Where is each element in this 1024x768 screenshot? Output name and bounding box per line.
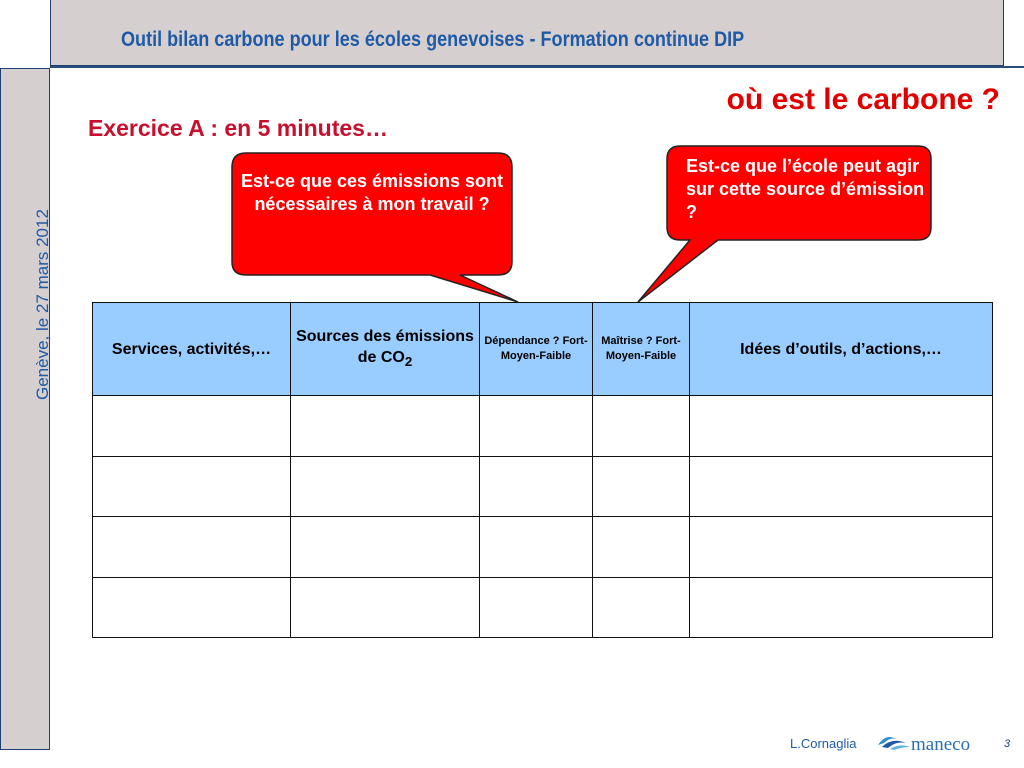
table-cell-dependance[interactable] (480, 456, 593, 517)
table-row (93, 577, 993, 638)
table-cell-maitrise[interactable] (593, 517, 690, 578)
footer-author: L.Cornaglia (790, 736, 857, 751)
header-maitrise: Maîtrise ? Fort-Moyen-Faible (593, 303, 690, 396)
emissions-table (92, 302, 993, 638)
table-cell-sources[interactable] (291, 396, 480, 457)
header-sources (291, 303, 480, 396)
exercise-title: Exercice A : en 5 minutes… (88, 115, 388, 141)
table-cell-idees[interactable] (690, 456, 993, 517)
sidebar-date: Genève, le 27 mars 2012 (33, 209, 52, 400)
slide-topic: où est le carbone ? (726, 83, 1000, 116)
table-header-row (93, 303, 993, 396)
table-cell-sources[interactable] (291, 456, 480, 517)
callout-school-text: Est-ce que l’école peut agir sur cette source d’émission ? (686, 156, 925, 222)
table-cell-maitrise[interactable] (593, 456, 690, 517)
table-row (93, 517, 993, 578)
header-title: Outil bilan carbone pour les écoles genevoises - Formation continue DIP (121, 28, 745, 51)
table-cell-sources[interactable] (291, 517, 480, 578)
table-cell-dependance[interactable] (480, 517, 593, 578)
maneco-logo-text: maneco (911, 734, 971, 755)
header-dependance: Dépendance ? Fort-Moyen-Faible (480, 303, 593, 396)
header-services: Services, activités,… (93, 303, 291, 396)
table-cell-dependance[interactable] (480, 577, 593, 638)
table-row (93, 456, 993, 517)
table-cell-services[interactable] (93, 396, 291, 457)
table-cell-sources[interactable] (291, 577, 480, 638)
table-row (93, 396, 993, 457)
table-cell-idees[interactable] (690, 577, 993, 638)
maneco-logo-icon (876, 731, 912, 751)
table-cell-idees[interactable] (690, 517, 993, 578)
table-cell-services[interactable] (93, 577, 291, 638)
header-sources-subscript: 2 (404, 354, 413, 370)
table-cell-services[interactable] (93, 517, 291, 578)
callout-necessity-text: Est-ce que ces émissions sont nécessaires à mon travail ? (240, 171, 504, 214)
table-cell-services[interactable] (93, 456, 291, 517)
table-cell-maitrise[interactable] (593, 577, 690, 638)
table-cell-idees[interactable] (690, 396, 993, 457)
table-cell-maitrise[interactable] (593, 396, 690, 457)
header-idees: Idées d’outils, d’actions,… (690, 303, 993, 396)
table-cell-dependance[interactable] (480, 396, 593, 457)
page-number: 3 (1004, 738, 1011, 750)
header-sources-text: Sources des émissions de CO (296, 327, 474, 366)
